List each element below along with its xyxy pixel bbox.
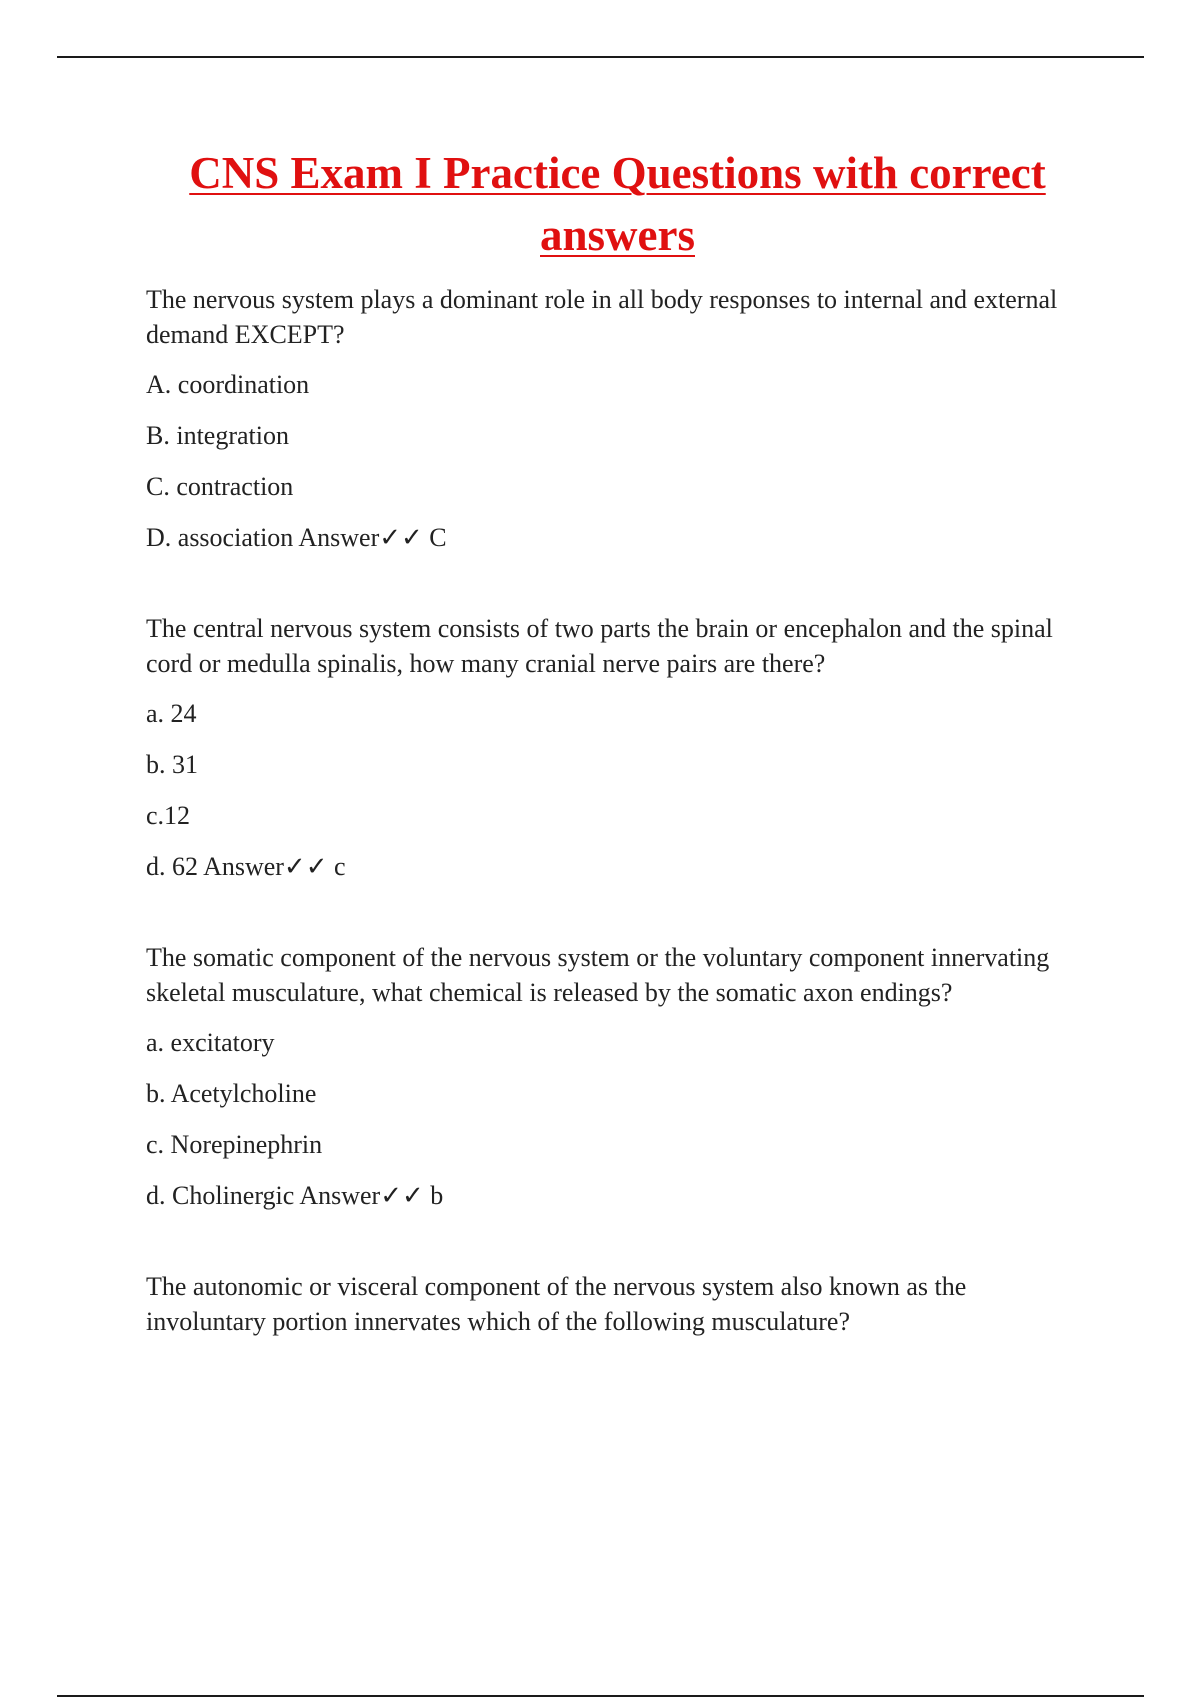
answer-option: c. Norepinephrin xyxy=(146,1130,323,1159)
question-2 xyxy=(146,611,1086,884)
answer-option: a. 24 xyxy=(146,699,197,728)
answer-option-with-key: d. Cholinergic Answer✓✓ b xyxy=(146,1181,444,1210)
question-3 xyxy=(146,940,1086,1213)
question-stem: The nervous system plays a dominant role in all body responses to internal and external demand EXCEPT? xyxy=(146,285,1058,349)
question-1 xyxy=(146,282,1086,555)
answer-option-with-key: d. 62 Answer✓✓ c xyxy=(146,852,346,881)
answer-option-with-key: D. association Answer✓✓ C xyxy=(146,523,447,552)
answer-option: C. contraction xyxy=(146,472,294,501)
question-stem: The somatic component of the nervous system or the voluntary component innervating skeletal musculature, what chemical is released by the somatic axon endings? xyxy=(146,943,1050,1007)
question-list xyxy=(146,282,1086,1395)
question-4 xyxy=(146,1269,1086,1339)
header-rule xyxy=(57,56,1144,58)
answer-option: a. excitatory xyxy=(146,1028,275,1057)
answer-option: A. coordination xyxy=(146,370,310,399)
footer-rule xyxy=(57,1695,1144,1697)
answer-option: B. integration xyxy=(146,421,289,450)
question-stem: The central nervous system consists of two parts the brain or encephalon and the spinal cord or medulla spinalis, how many cranial nerve pairs are there? xyxy=(146,614,1053,678)
answer-option: c.12 xyxy=(146,801,191,830)
answer-option: b. Acetylcholine xyxy=(146,1079,317,1108)
answer-option: b. 31 xyxy=(146,750,198,779)
document-title: CNS Exam I Practice Questions with correct answers xyxy=(189,148,1046,260)
question-stem: The autonomic or visceral component of the nervous system also known as the involuntary portion innervates which of the following musculature? xyxy=(146,1272,967,1336)
